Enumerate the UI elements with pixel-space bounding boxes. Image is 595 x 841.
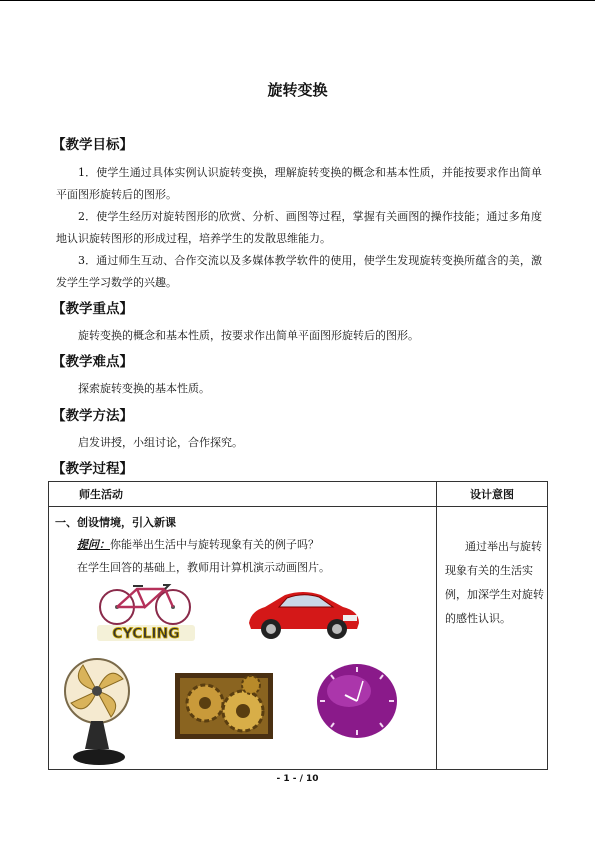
gears-image bbox=[175, 673, 273, 742]
intent-text: 通过举出与旋转现象有关的生活实例，加深学生对旋转的感性认识。 bbox=[445, 540, 544, 625]
page-title: 旋转变换 bbox=[267, 81, 328, 99]
heading-goals: 【教学目标】 bbox=[52, 137, 133, 153]
teacher-demo-line: 在学生回答的基础上，教师用计算机演示动画图片。 bbox=[77, 561, 330, 574]
top-rule bbox=[0, 0, 595, 1]
page-number: - 1 - / 10 bbox=[276, 774, 319, 784]
activity-cell bbox=[49, 507, 437, 770]
col-intent-header: 设计意图 bbox=[437, 482, 548, 507]
goal-item-3: 3．通过师生互动、合作交流以及多媒体教学软件的使用，使学生发现旋转变换所蕴含的美，激发学生学习数学的兴趣。 bbox=[56, 254, 542, 289]
question-line bbox=[77, 536, 319, 552]
question-label: 提问： bbox=[77, 538, 110, 551]
heading-methods: 【教学方法】 bbox=[52, 408, 133, 424]
intent-cell bbox=[437, 507, 548, 770]
step1-title: 一、创设情境，引入新课 bbox=[55, 516, 176, 529]
question-text: 你能举出生活中与旋转现象有关的例子吗？ bbox=[110, 538, 319, 551]
difficulties-text: 探索旋转变换的基本性质。 bbox=[78, 382, 210, 395]
heading-key-points: 【教学重点】 bbox=[52, 301, 133, 317]
heading-process: 【教学过程】 bbox=[52, 461, 133, 477]
key-points-text: 旋转变换的概念和基本性质，按要求作出简单平面图形旋转后的图形。 bbox=[78, 329, 419, 342]
heading-difficulties: 【教学难点】 bbox=[52, 354, 133, 370]
purple-clock-image bbox=[315, 661, 399, 748]
red-car-image bbox=[245, 585, 363, 644]
goal-item-1: 1．使学生通过具体实例认识旋转变换，理解旋转变换的概念和基本性质，并能按要求作出简单平面图形旋转后的图形。 bbox=[56, 166, 542, 201]
process-table bbox=[48, 481, 548, 770]
cycling-text: CYCLING bbox=[112, 626, 180, 641]
fan-image bbox=[63, 657, 135, 770]
goal-item-2: 2．使学生经历对旋转图形的欣赏、分析、画图等过程，掌握有关画图的操作技能；通过多角度地认识旋转图形的形成过程，培养学生的发散思维能力。 bbox=[56, 210, 542, 245]
col-activity-header: 师生活动 bbox=[49, 482, 437, 507]
methods-text: 启发讲授，小组讨论，合作探究。 bbox=[78, 436, 243, 449]
bicycle-image bbox=[97, 583, 195, 644]
